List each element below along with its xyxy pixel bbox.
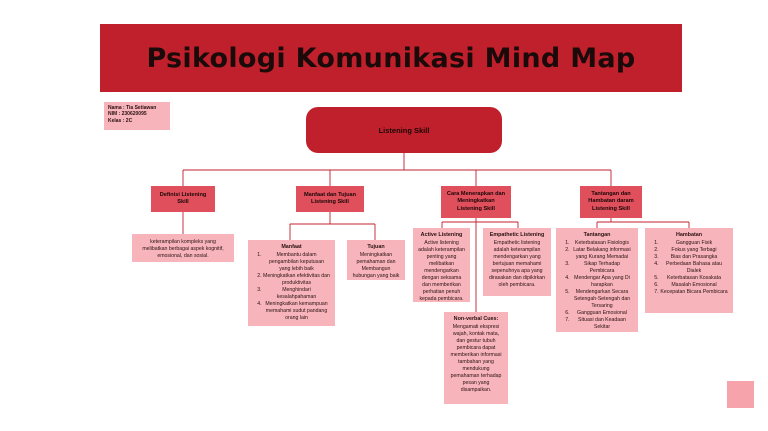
tujuan-box: [347, 240, 405, 280]
tujuan-text: Meningkatkan pemahaman dan Membangun hubungan yang baik: [352, 252, 400, 280]
empathetic-listening-title: Empathetic Listening: [489, 232, 545, 238]
hambatan-title: Hambatan: [675, 232, 703, 238]
decorative-square: [727, 381, 754, 408]
list-item: 3. Menghindari kesalahpahaman: [263, 287, 330, 301]
list-item: 4. Mendengar Apa yang Di harapkan: [571, 275, 633, 289]
list-item: 1. Membantu dalam pengambilan keputusan yang lebih baik: [263, 252, 330, 273]
branch-definisi: [151, 186, 215, 212]
list-item: 2. Fokus yang Terbagi: [660, 247, 728, 254]
list-item: 7. Situasi dan Keadaan Sekitar: [571, 317, 633, 331]
list-item: 5. Mendengarkan Secara Setengah-Setengah dan Tersaring: [571, 289, 633, 310]
student-info: [104, 102, 170, 130]
hambatan-box: [645, 228, 733, 313]
list-item: 3. Sikap Terhadap Pembicara: [571, 261, 633, 275]
branch-manfaat: [296, 186, 364, 212]
empathetic-listening-text: Empathetic listening adalah keterampilan mendengarkan yang bertujuan memahami sepenuhnya apa yang dirasakan dan dipikirkan oleh pembicara.: [489, 240, 545, 289]
nonverbal-cues-title: Non-verbal Cues:: [453, 316, 499, 322]
branch-cara-label: Cara Menerapkan dan Meningkatkan Listening Skill: [446, 191, 506, 212]
list-item: 1. Keterbatasan Fisiologis: [571, 240, 633, 247]
active-listening-box: [413, 228, 470, 302]
root-label: Listening Skill: [378, 125, 430, 135]
branch-tantangan: [580, 186, 642, 218]
list-item: 3. Bias dan Prasangka: [660, 254, 728, 261]
branch-manfaat-label: Manfaat dan Tujuan Listening Skill: [303, 191, 357, 205]
list-item: 4. Meningkatkan kemampuan memahami sudut pandang orang lain: [263, 301, 330, 322]
manfaat-title: Manfaat: [281, 244, 302, 250]
list-item: 2. Latar Belakang informasi yang Kurang Memadai: [571, 247, 633, 261]
list-item: 1. Gangguan Fisik: [660, 240, 728, 247]
list-item: 2. Meningkatkan efektivitas dan produktivitas: [263, 273, 330, 287]
nonverbal-cues-box: [444, 312, 508, 404]
list-item: 5. Keterbatasan Kosakata: [660, 275, 728, 282]
tujuan-title: Tujuan: [367, 244, 385, 250]
tantangan-title: Tantangan: [583, 232, 611, 238]
root-node: [306, 107, 502, 153]
definisi-box: [132, 234, 234, 262]
info-kelas: Kelas : 2C: [108, 117, 133, 124]
definisi-text: keterampilan kompleks yang melibatkan berbagai aspek kognitif, emosional, dan sosial.: [142, 239, 224, 260]
info-nama: Nama : Tia Setiawan: [108, 105, 157, 111]
branch-cara: [441, 186, 511, 218]
hambatan-list: [650, 240, 728, 296]
page-title: Psikologi Komunikasi Mind Map: [146, 42, 636, 74]
list-item: 4. Perbedaan Bahasa atau Dialek: [660, 261, 728, 275]
branch-definisi-label: Definisi Listening Skill: [159, 191, 207, 205]
nonverbal-cues-text: Mengamati ekspresi wajah, kontak mata, dan gestur tubuh pembicara dapat memberikan informasi tambahan yang mendukung pemahaman terhadap pesan yang disampaikan.: [450, 324, 502, 394]
info-nim: NIM : 230620095: [108, 111, 147, 118]
tantangan-box: [556, 228, 638, 332]
manfaat-list: [253, 252, 330, 322]
list-item: 6. Masalah Emosional: [660, 282, 728, 289]
list-item: 7. Kecepatan Bicara Pembicara: [660, 289, 728, 296]
tantangan-list: [561, 240, 633, 331]
manfaat-box: [248, 240, 335, 326]
title-banner: [100, 24, 682, 92]
active-listening-title: Active Listening: [420, 232, 463, 238]
branch-tantangan-label: Tantangan dan Hambatan daram Listening Skill: [588, 191, 634, 212]
list-item: 6. Gangguan Emosional: [571, 310, 633, 317]
empathetic-listening-box: [483, 228, 551, 296]
active-listening-text: Active listening adalah keterampilan penting yang melibatkan mendengarkan dengan seksama dan memberikan perhatian penuh kepada pembicara.: [418, 240, 465, 303]
